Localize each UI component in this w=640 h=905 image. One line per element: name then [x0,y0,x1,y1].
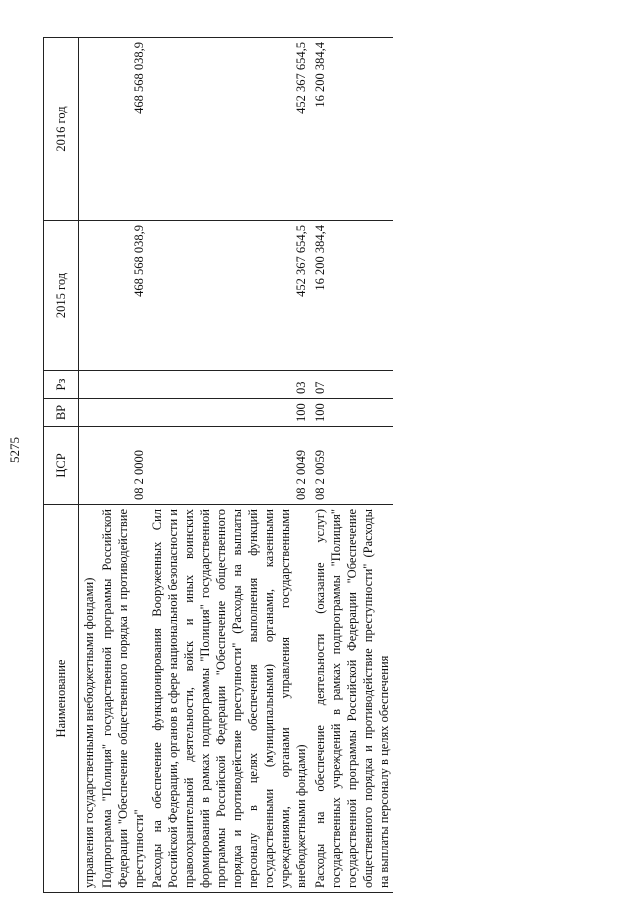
row-vr [98,399,148,427]
row-vr: 100 [310,399,393,427]
row-name: Подпрограмма "Полиция" государственной программы Российской Федерации "Обеспечение общественного порядка и противодействие преступности" [98,505,148,893]
header-2015: 2015 год [44,221,79,371]
row-csr [79,427,99,505]
table-row [310,38,393,893]
row-rz: 03 [148,371,310,399]
row-2015: 468 568 038,9 [98,221,148,371]
row-2016: 452 367 654,5 [148,38,310,221]
row-name: Расходы на обеспечение функционирования Вооруженных Сил Российской Федерации, органов в сфере национальной безопасности и правоохранительной деятельности, войск и иных воинских формирований в рамках подпрограммы "Полиция" государственной программы Российской Федерации "Обеспечение общественного порядка и противодействие преступности" (Расходы на выплаты персоналу в целях обеспечения выполнения функций государственными (муниципальными) органами, казенными учреждениями, органами управления государственными внебюджетными фондами) [148,505,310,893]
row-rz [79,371,99,399]
row-2016: 16 200 384,4 [310,38,393,221]
row-csr: 08 2 0059 [310,427,393,505]
row-2015: 452 367 654,5 [148,221,310,371]
header-name: Наименование [44,505,79,893]
table-header-row [44,38,79,893]
row-2016: 468 568 038,9 [98,38,148,221]
row-2016 [79,38,99,221]
header-2016: 2016 год [44,38,79,221]
header-rz: Рз [44,371,79,399]
table-row [148,38,310,893]
row-vr: 100 [148,399,310,427]
row-rz [98,371,148,399]
row-name: Расходы на обеспечение деятельности (оказание услуг) государственных учреждений в рамках подпрограммы "Полиция" государственной программы Российской Федерации "Обеспечение общественного порядка и противодействие преступности" (Расходы на выплаты персоналу в целях обеспечения [310,505,393,893]
row-vr [79,399,99,427]
table-row [79,38,99,893]
table-row [98,38,148,893]
row-csr: 08 2 0049 [148,427,310,505]
row-rz: 07 [310,371,393,399]
header-vr: ВР [44,399,79,427]
row-csr: 08 2 0000 [98,427,148,505]
row-2015: 16 200 384,4 [310,221,393,371]
header-csr: ЦСР [44,427,79,505]
row-name: управления государственными внебюджетными фондами) [79,505,99,893]
budget-table [43,37,393,893]
row-2015 [79,221,99,371]
page-number: 5275 [7,437,22,463]
